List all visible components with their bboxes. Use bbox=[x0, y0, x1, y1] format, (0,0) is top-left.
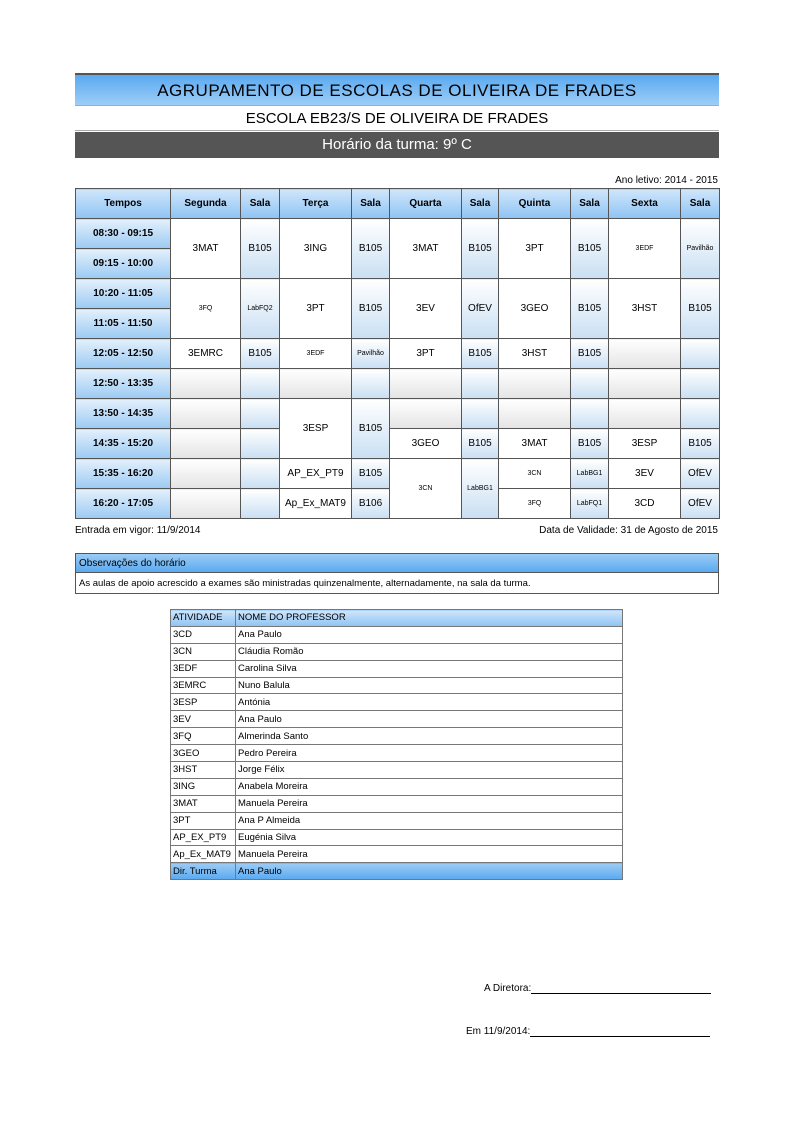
school-year: Ano letivo: 2014 - 2015 bbox=[615, 175, 718, 186]
class-cell: 3HST bbox=[609, 279, 681, 339]
empty-room-cell bbox=[681, 339, 720, 369]
room-cell: B105 bbox=[571, 219, 609, 279]
room-cell: B105 bbox=[352, 399, 390, 459]
activity-cell: 3CN bbox=[171, 643, 236, 660]
teacher-row bbox=[171, 795, 623, 812]
class-cell: Ap_Ex_MAT9 bbox=[280, 489, 352, 519]
teacher-name-cell: Jorge Félix bbox=[236, 762, 623, 779]
room-cell: B105 bbox=[352, 279, 390, 339]
teacher-row bbox=[171, 778, 623, 795]
class-cell: 3CN bbox=[390, 459, 462, 519]
empty-room-cell bbox=[241, 489, 280, 519]
class-schedule-title: Horário da turma: 9º C bbox=[75, 132, 719, 158]
room-cell: B105 bbox=[681, 429, 720, 459]
schedule-row bbox=[76, 429, 720, 459]
agrupamento-title: AGRUPAMENTO DE ESCOLAS DE OLIVEIRA DE FRADES bbox=[75, 73, 719, 105]
signature-line bbox=[531, 983, 711, 994]
empty-cell bbox=[390, 369, 462, 399]
schedule-row bbox=[76, 369, 720, 399]
teachers-header-row bbox=[171, 610, 623, 627]
diretor-turma-row bbox=[171, 863, 623, 880]
class-cell: 3EMRC bbox=[171, 339, 241, 369]
activity-cell: 3EV bbox=[171, 711, 236, 728]
class-cell: 3EDF bbox=[280, 339, 352, 369]
teacher-row bbox=[171, 660, 623, 677]
empty-cell bbox=[171, 489, 241, 519]
class-cell: 3PT bbox=[390, 339, 462, 369]
school-name: ESCOLA EB23/S DE OLIVEIRA DE FRADES bbox=[75, 105, 719, 131]
room-cell: B106 bbox=[352, 489, 390, 519]
empty-room-cell bbox=[681, 369, 720, 399]
teacher-row bbox=[171, 643, 623, 660]
time-slot: 08:30 - 09:15 bbox=[76, 219, 171, 249]
room-cell: Pavilhão bbox=[681, 219, 720, 279]
class-cell: 3EV bbox=[609, 459, 681, 489]
teacher-name-cell: Eugénia Silva bbox=[236, 829, 623, 846]
teacher-name-cell: Ana Paulo bbox=[236, 863, 623, 880]
activity-cell: 3MAT bbox=[171, 795, 236, 812]
class-cell: 3EDF bbox=[609, 219, 681, 279]
activity-cell: 3GEO bbox=[171, 745, 236, 762]
class-cell: 3MAT bbox=[390, 219, 462, 279]
room-cell: B105 bbox=[462, 429, 499, 459]
activity-cell: 3FQ bbox=[171, 728, 236, 745]
header-segunda: Segunda bbox=[171, 189, 241, 219]
teacher-name-cell: Almerinda Santo bbox=[236, 728, 623, 745]
time-slot: 16:20 - 17:05 bbox=[76, 489, 171, 519]
teacher-row bbox=[171, 846, 623, 863]
empty-cell bbox=[499, 369, 571, 399]
teacher-row bbox=[171, 829, 623, 846]
empty-room-cell bbox=[681, 399, 720, 429]
activity-cell: 3EMRC bbox=[171, 677, 236, 694]
room-cell: B105 bbox=[241, 339, 280, 369]
teacher-name-cell: Ana P Almeida bbox=[236, 812, 623, 829]
time-slot: 13:50 - 14:35 bbox=[76, 399, 171, 429]
teacher-name-cell: Cláudia Romão bbox=[236, 643, 623, 660]
empty-room-cell bbox=[571, 399, 609, 429]
empty-cell bbox=[171, 399, 241, 429]
room-cell: B105 bbox=[352, 459, 390, 489]
header-quarta: Quarta bbox=[390, 189, 462, 219]
empty-room-cell bbox=[241, 369, 280, 399]
class-cell: 3ING bbox=[280, 219, 352, 279]
room-cell: OfEV bbox=[462, 279, 499, 339]
activity-cell: Ap_Ex_MAT9 bbox=[171, 846, 236, 863]
teacher-name-cell: Ana Paulo bbox=[236, 626, 623, 643]
empty-cell bbox=[171, 429, 241, 459]
teacher-row bbox=[171, 711, 623, 728]
teacher-name-cell: Nuno Balula bbox=[236, 677, 623, 694]
room-cell: B105 bbox=[571, 339, 609, 369]
class-cell: 3GEO bbox=[499, 279, 571, 339]
observacoes-title: Observações do horário bbox=[75, 553, 719, 573]
class-cell: 3PT bbox=[280, 279, 352, 339]
class-cell: 3FQ bbox=[171, 279, 241, 339]
activity-cell: 3ING bbox=[171, 778, 236, 795]
teacher-name-cell: Pedro Pereira bbox=[236, 745, 623, 762]
class-cell: 3HST bbox=[499, 339, 571, 369]
schedule-row bbox=[76, 219, 720, 249]
teacher-name-cell: Manuela Pereira bbox=[236, 846, 623, 863]
diretora-label: A Diretora: bbox=[484, 983, 532, 994]
room-cell: B105 bbox=[681, 279, 720, 339]
room-cell: B105 bbox=[462, 219, 499, 279]
teacher-name-cell: Ana Paulo bbox=[236, 711, 623, 728]
class-cell: 3FQ bbox=[499, 489, 571, 519]
room-cell: OfEV bbox=[681, 489, 720, 519]
empty-room-cell bbox=[241, 429, 280, 459]
teacher-name-cell: Manuela Pereira bbox=[236, 795, 623, 812]
room-cell: B105 bbox=[241, 219, 280, 279]
room-cell: B105 bbox=[571, 429, 609, 459]
schedule-row bbox=[76, 459, 720, 489]
teacher-row bbox=[171, 626, 623, 643]
teacher-name-cell: Anabela Moreira bbox=[236, 778, 623, 795]
observacoes-text: As aulas de apoio acrescido a exames são ministradas quinzenalmente, alternadamente, na sala da turma. bbox=[75, 573, 719, 594]
empty-cell bbox=[171, 369, 241, 399]
room-cell: B105 bbox=[352, 219, 390, 279]
room-cell: B105 bbox=[462, 339, 499, 369]
schedule-row bbox=[76, 279, 720, 309]
empty-cell bbox=[609, 399, 681, 429]
header-quinta: Quinta bbox=[499, 189, 571, 219]
time-slot: 14:35 - 15:20 bbox=[76, 429, 171, 459]
data-de-validade: Data de Validade: 31 de Agosto de 2015 bbox=[539, 525, 718, 536]
activity-cell: 3CD bbox=[171, 626, 236, 643]
activity-cell: 3PT bbox=[171, 812, 236, 829]
header-sexta: Sexta bbox=[609, 189, 681, 219]
empty-room-cell bbox=[462, 399, 499, 429]
time-slot: 09:15 - 10:00 bbox=[76, 249, 171, 279]
room-cell: LabFQ2 bbox=[241, 279, 280, 339]
empty-room-cell bbox=[462, 369, 499, 399]
room-cell: OfEV bbox=[681, 459, 720, 489]
date-label: Em 11/9/2014: bbox=[466, 1026, 531, 1037]
activity-cell: AP_EX_PT9 bbox=[171, 829, 236, 846]
header-sala: Sala bbox=[571, 189, 609, 219]
class-cell: AP_EX_PT9 bbox=[280, 459, 352, 489]
teachers-table bbox=[170, 609, 623, 880]
class-cell: 3ESP bbox=[609, 429, 681, 459]
activity-cell: Dir. Turma bbox=[171, 863, 236, 880]
activity-cell: 3ESP bbox=[171, 694, 236, 711]
time-slot: 10:20 - 11:05 bbox=[76, 279, 171, 309]
schedule-table bbox=[75, 188, 720, 519]
empty-cell bbox=[280, 369, 352, 399]
teacher-row bbox=[171, 677, 623, 694]
time-slot: 12:05 - 12:50 bbox=[76, 339, 171, 369]
activity-cell: 3EDF bbox=[171, 660, 236, 677]
empty-room-cell bbox=[241, 459, 280, 489]
signature-line bbox=[530, 1026, 710, 1037]
empty-cell bbox=[171, 459, 241, 489]
teacher-row bbox=[171, 694, 623, 711]
header-sala: Sala bbox=[681, 189, 720, 219]
class-cell: 3CD bbox=[609, 489, 681, 519]
empty-room-cell bbox=[571, 369, 609, 399]
teacher-row bbox=[171, 812, 623, 829]
class-cell: 3CN bbox=[499, 459, 571, 489]
time-slot: 11:05 - 11:50 bbox=[76, 309, 171, 339]
class-cell: 3PT bbox=[499, 219, 571, 279]
header-sala: Sala bbox=[352, 189, 390, 219]
time-slot: 12:50 - 13:35 bbox=[76, 369, 171, 399]
schedule-row bbox=[76, 399, 720, 429]
teacher-name-cell: Antónia bbox=[236, 694, 623, 711]
empty-cell bbox=[609, 339, 681, 369]
empty-room-cell bbox=[241, 399, 280, 429]
header-terca: Terça bbox=[280, 189, 352, 219]
time-slot: 15:35 - 16:20 bbox=[76, 459, 171, 489]
empty-room-cell bbox=[352, 369, 390, 399]
header-atividade: ATIVIDADE bbox=[171, 610, 236, 627]
entrada-em-vigor: Entrada em vigor: 11/9/2014 bbox=[75, 525, 201, 536]
schedule-row bbox=[76, 339, 720, 369]
activity-cell: 3HST bbox=[171, 762, 236, 779]
class-cell: 3MAT bbox=[171, 219, 241, 279]
room-cell: B105 bbox=[571, 279, 609, 339]
empty-cell bbox=[499, 399, 571, 429]
room-cell: LabBG1 bbox=[462, 459, 499, 519]
teacher-row bbox=[171, 728, 623, 745]
empty-cell bbox=[390, 399, 462, 429]
header-nome-professor: NOME DO PROFESSOR bbox=[236, 610, 623, 627]
room-cell: Pavilhão bbox=[352, 339, 390, 369]
room-cell: LabBG1 bbox=[571, 459, 609, 489]
date-signature bbox=[466, 1026, 710, 1037]
room-cell: LabFQ1 bbox=[571, 489, 609, 519]
empty-cell bbox=[609, 369, 681, 399]
teacher-row bbox=[171, 745, 623, 762]
header-sala: Sala bbox=[241, 189, 280, 219]
class-cell: 3EV bbox=[390, 279, 462, 339]
schedule-header-row bbox=[76, 189, 720, 219]
class-cell: 3ESP bbox=[280, 399, 352, 459]
class-cell: 3MAT bbox=[499, 429, 571, 459]
teacher-row bbox=[171, 762, 623, 779]
header-sala: Sala bbox=[462, 189, 499, 219]
teacher-name-cell: Carolina Silva bbox=[236, 660, 623, 677]
diretora-signature bbox=[484, 983, 711, 994]
class-cell: 3GEO bbox=[390, 429, 462, 459]
header-tempos: Tempos bbox=[76, 189, 171, 219]
